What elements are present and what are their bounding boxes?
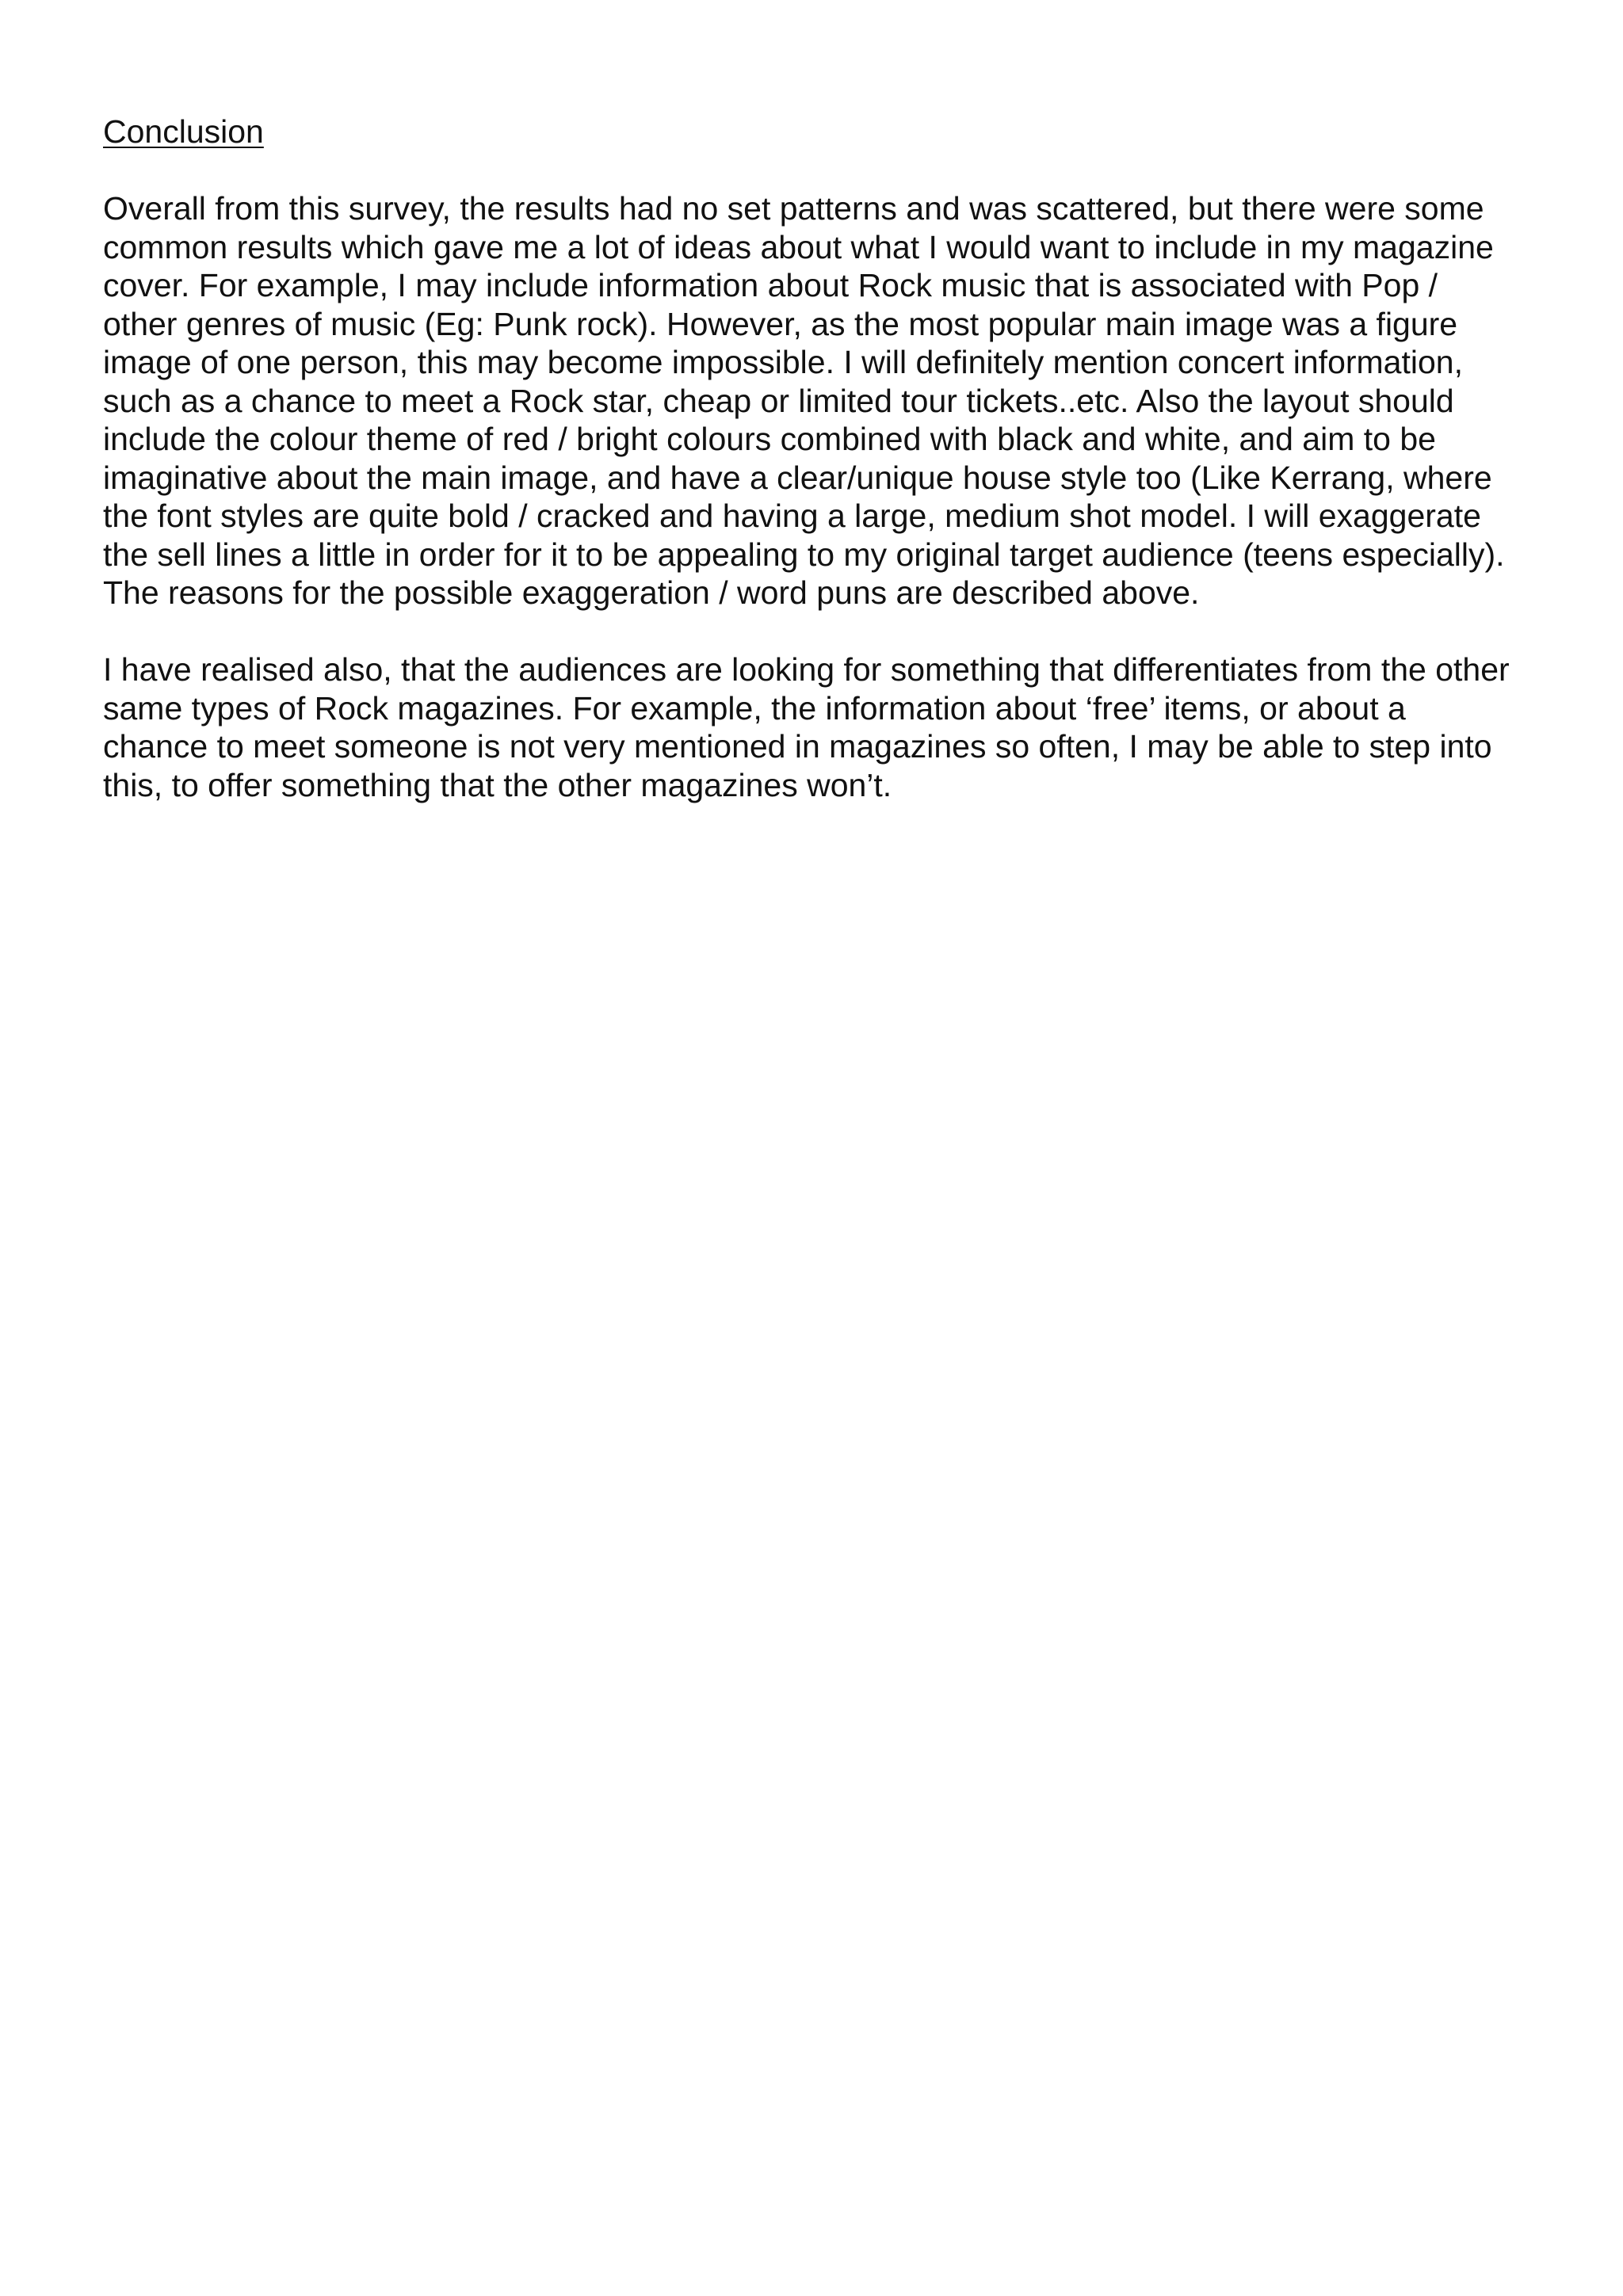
text-line: such as a chance to meet a Rock star, cheap or limited tour tickets..etc. Also the layout should xyxy=(103,382,1454,419)
text-line: Overall from this survey, the results had no set patterns and was scattered, but there were some xyxy=(103,190,1484,227)
text-line: cover. For example, I may include information about Rock music that is associated with Pop / xyxy=(103,267,1438,303)
paragraph-spacer xyxy=(103,612,1529,651)
section-heading: Conclusion xyxy=(103,113,264,150)
text-line: the sell lines a little in order for it to be appealing to my original target audience (teens especially). xyxy=(103,536,1505,573)
text-line: the font styles are quite bold / cracked and having a large, medium shot model. I will exaggerate xyxy=(103,498,1481,534)
text-line: chance to meet someone is not very mentioned in magazines so often, I may be able to step into xyxy=(103,728,1492,765)
text-line: other genres of music (Eg: Punk rock). However, as the most popular main image was a figure xyxy=(103,305,1458,342)
paragraph-2 xyxy=(103,650,1529,804)
text-line: image of one person, this may become impossible. I will definitely mention concert information, xyxy=(103,344,1463,380)
paragraph-1 xyxy=(103,189,1529,612)
document-body xyxy=(103,113,1529,804)
text-line: this, to offer something that the other magazines won’t. xyxy=(103,766,892,803)
text-line: include the colour theme of red / bright colours combined with black and white, and aim to be xyxy=(103,421,1436,457)
text-line: The reasons for the possible exaggeration / word puns are described above. xyxy=(103,574,1200,611)
text-line: same types of Rock magazines. For example, the information about ‘free’ items, or about a xyxy=(103,689,1406,727)
text-line: I have realised also, that the audiences are looking for something that differentiates from the other xyxy=(103,651,1510,688)
text-line: common results which gave me a lot of ideas about what I would want to include in my magazine xyxy=(103,228,1494,265)
paragraph-spacer xyxy=(103,151,1529,190)
text-line: imaginative about the main image, and have a clear/unique house style too (Like Kerrang, where xyxy=(103,459,1492,496)
